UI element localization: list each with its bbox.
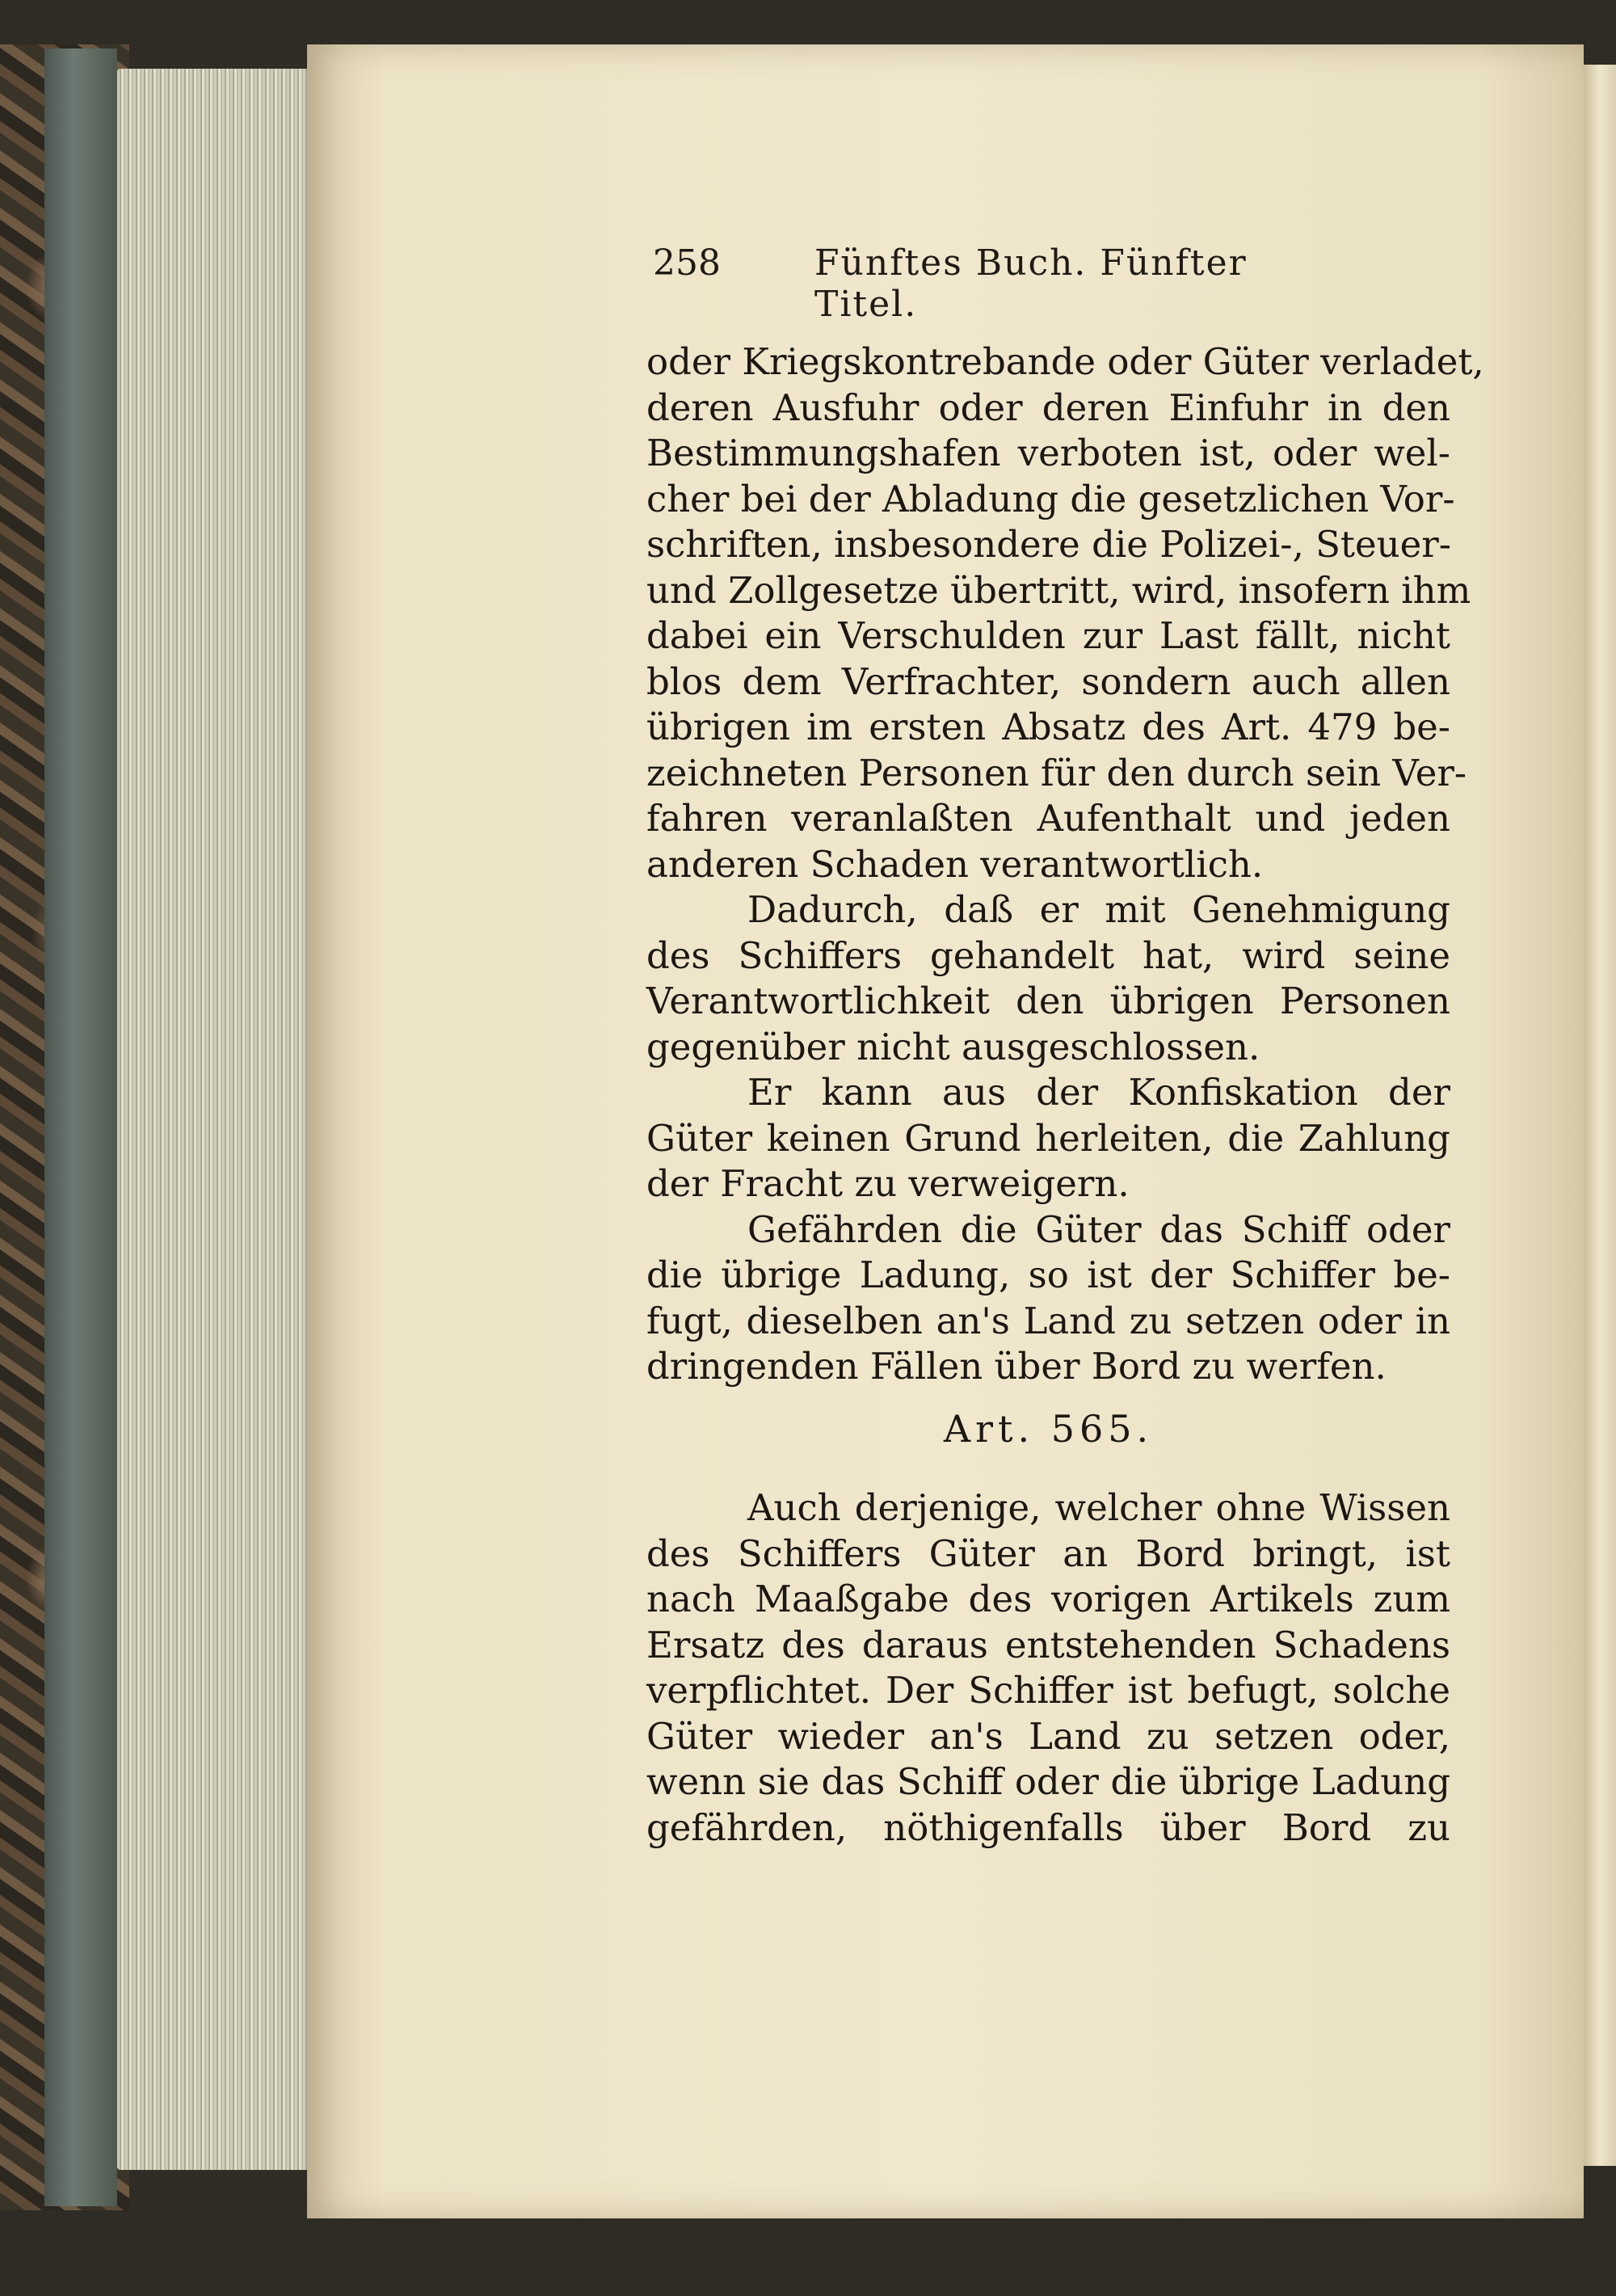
text-line: der Fracht zu verweigern. [646,1162,1130,1205]
paragraph-1 [646,339,1484,887]
text-line: Verantwortlichkeit den übrigen Personen [646,979,1450,1022]
next-page-edge [1584,65,1616,2166]
text-line: Dadurch, daß er mit Genehmigung [747,888,1450,931]
text-line: gegenüber nicht ausgeschlossen. [646,1025,1260,1068]
text-line: deren Ausfuhr oder deren Einfuhr in den [646,385,1450,429]
paragraph-4 [646,1207,1450,1390]
text-line: die übrige Ladung, so ist der Schiffer be- [646,1253,1450,1296]
text-line: anderen Schaden verantwortlich. [646,842,1264,886]
text-line: schriften, insbesondere die Polizei-, Steuer- [646,523,1451,566]
text-line: fahren veranlaßten Aufenthalt und jeden [646,797,1450,840]
text-line: des Schiffers Güter an Bord bringt, ist [646,1531,1450,1575]
text-line: Güter wieder an's Land zu setzen oder, [646,1714,1450,1758]
text-line: wenn sie das Schiff oder die übrige Ladung [646,1760,1450,1803]
text-line: blos dem Verfrachter, sondern auch allen [646,659,1450,703]
page-edges [117,69,319,2170]
book-spine [44,48,117,2206]
paragraph-3 [646,1070,1450,1207]
text-line: cher bei der Abladung die gesetzlichen Vor- [646,477,1455,520]
body-text [646,339,1484,1851]
text-line: Güter keinen Grund herleiten, die Zahlung [646,1116,1450,1160]
text-line: zeichneten Personen für den durch sein Ver- [646,751,1467,794]
text-line: Gefährden die Güter das Schiff oder [747,1207,1450,1251]
text-line: des Schiffers gehandelt hat, wird seine [646,933,1450,977]
text-line: und Zollgesetze übertritt, wird, insofern ihm [646,568,1471,612]
running-title: Fünftes Buch. Fünfter Titel. [814,242,1248,325]
paragraph-2 [646,887,1450,1070]
text-line: nach Maaßgabe des vorigen Artikels zum [646,1578,1450,1620]
text-line: Er kann aus der Konfiskation der [747,1071,1450,1114]
page-number: 258 [653,242,721,284]
text-line: verpflichtet. Der Schiffer ist befugt, solche [646,1669,1450,1712]
text-line: dringenden Fällen über Bord zu werfen. [646,1345,1387,1388]
text-line: oder Kriegskontrebande oder Güter verladet, [646,340,1484,383]
text-line: Bestimmungshafen verboten ist, oder wel- [646,432,1450,474]
paragraph-5 [646,1485,1450,1851]
text-line: Ersatz des daraus entstehenden Schadens [646,1623,1450,1666]
text-line: dabei ein Verschulden zur Last fällt, nicht [646,614,1450,657]
text-line: Auch derjenige, welcher ohne Wissen [747,1486,1450,1529]
text-line: fugt, dieselben an's Land zu setzen oder in [646,1299,1450,1342]
article-heading: Art. 565. [943,1406,1154,1451]
text-line: übrigen im ersten Absatz des Art. 479 be- [646,706,1450,748]
page-header [653,242,1291,325]
text-line: gefährden, nöthigenfalls über Bord zu [646,1805,1450,1849]
